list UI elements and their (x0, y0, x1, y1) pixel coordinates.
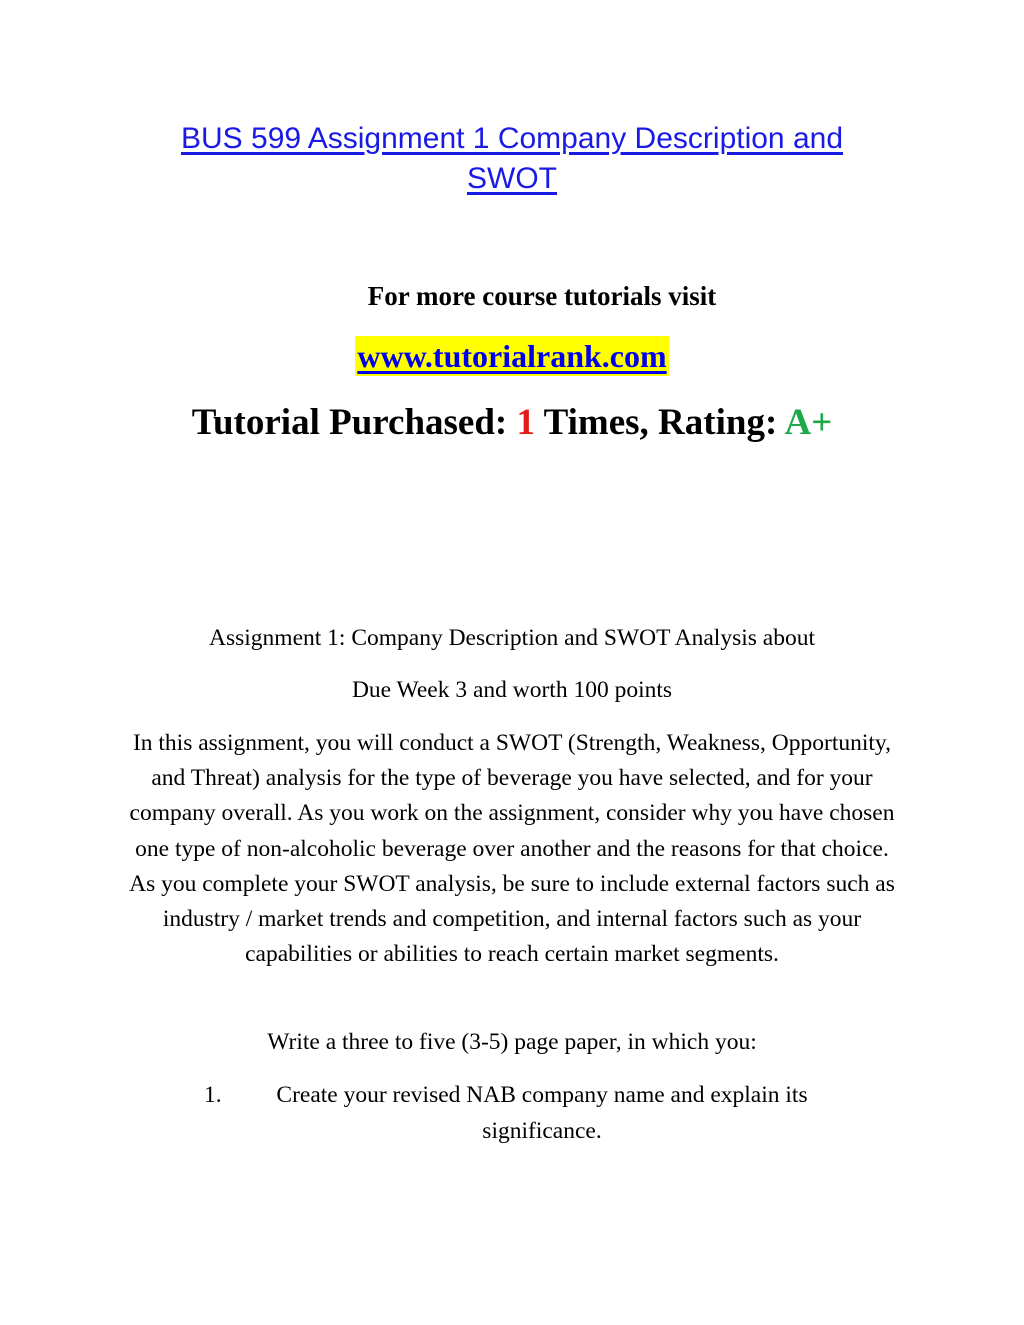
list-item (204, 1077, 844, 1149)
purchase-info (0, 400, 1024, 446)
title-line-2[interactable]: SWOT (467, 162, 557, 195)
list-item-text: Create your revised NAB company name and explain its significance. (276, 1082, 808, 1144)
instruction-line: Write a three to five (3-5) page paper, in which you: (267, 1029, 757, 1055)
times-rating-label: Times, Rating: (543, 402, 778, 443)
purchased-count: 1 (516, 402, 536, 443)
rating-value: A+ (784, 402, 833, 443)
due-line: Due Week 3 and worth 100 points (351, 677, 673, 703)
list-item-number: 1. (204, 1082, 222, 1108)
title-line-1[interactable]: BUS 599 Assignment 1 Company Description and (180, 122, 844, 155)
title-link[interactable] (140, 119, 884, 199)
visit-text: For more course tutorials visit (367, 281, 717, 311)
assignment-paragraph: In this assignment, you will conduct a SWOT (Strength, Weakness, Opportunity, and Threat) analysis for the type of beverage you have selected, and for your company overall. As you work on the assignment, consider why you have chosen one type of non-alcoholic beverage over another and the reasons for that choice. As you complete your SWOT analysis, be sure to include external factors such as industry / market trends and competition, and internal factors such as your capabilities or abilities to reach certain market segments. (129, 730, 895, 968)
url-container (0, 336, 1024, 376)
purchased-label: Tutorial Purchased: (191, 402, 508, 443)
tutorial-url-link[interactable]: www.tutorialrank.com (357, 338, 667, 374)
assignment-heading: Assignment 1: Company Description and SWOT Analysis about (209, 625, 815, 651)
